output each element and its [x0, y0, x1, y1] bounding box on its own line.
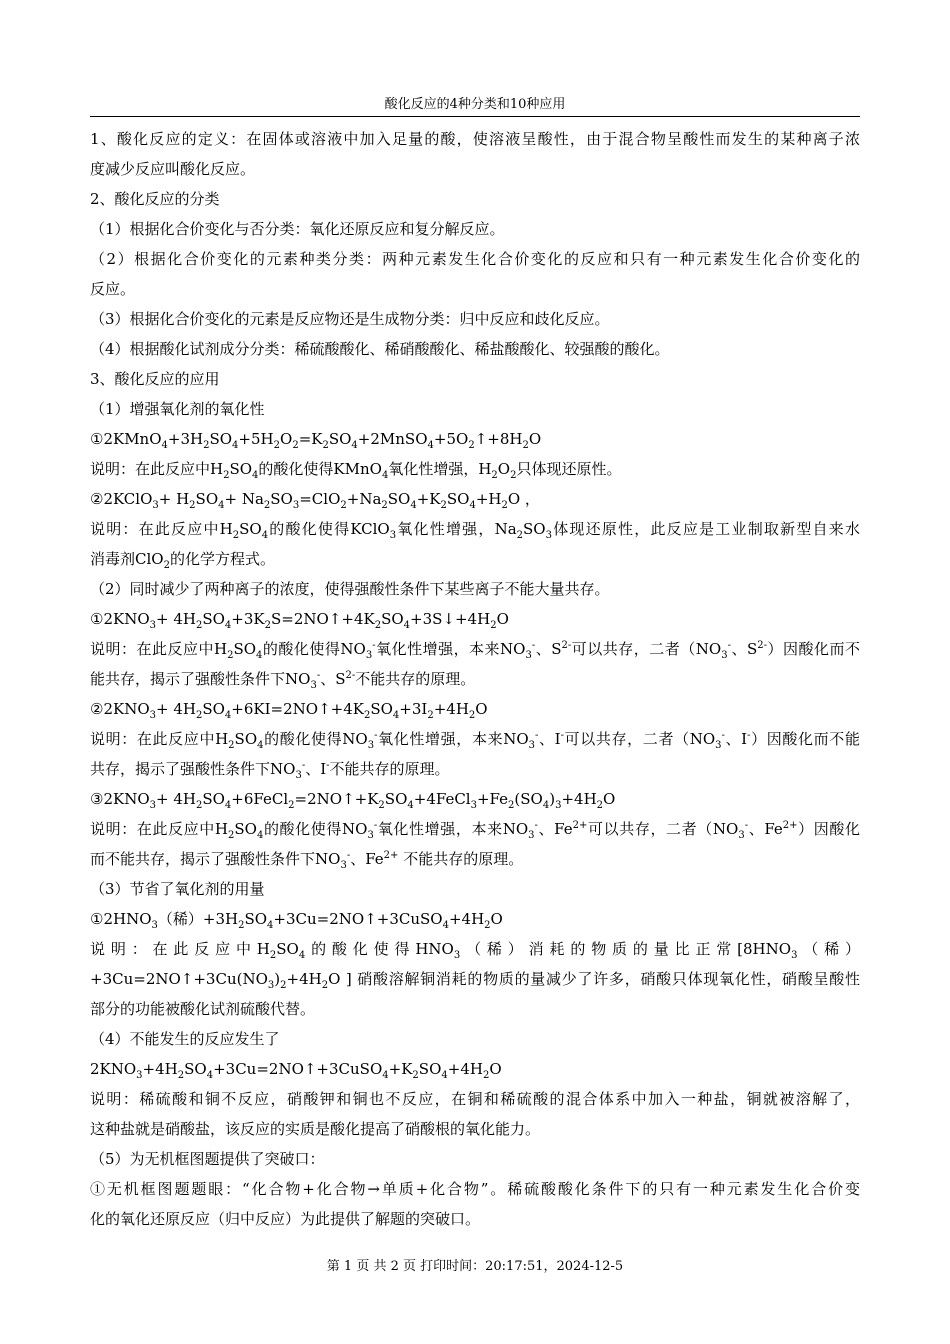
text-run: ）因酸化而不 — [766, 640, 860, 658]
text-run: 说明：在此反应中H — [90, 640, 228, 658]
subscript: 3 — [470, 800, 477, 811]
text-run: 说明：在此反应中H — [90, 820, 228, 838]
subscript: 2 — [412, 1070, 419, 1081]
text-line — [90, 454, 860, 484]
subscript: 4 — [261, 530, 269, 541]
superscript: - — [727, 640, 731, 651]
text-run: ②2KNO — [90, 700, 150, 718]
subscript: 3 — [738, 830, 745, 841]
subscript: 2 — [228, 830, 235, 841]
superscript: - — [747, 730, 751, 741]
text-run: +3Cu=2NO↑+3CuSO — [273, 910, 443, 928]
text-run: （1）增强氧化剂的氧化性 — [90, 400, 265, 418]
subscript: 3 — [525, 650, 532, 661]
subscript: 3 — [367, 740, 375, 751]
text-run: 的化学方程式。 — [169, 550, 275, 568]
subscript: 3 — [367, 830, 374, 841]
text-run: SO — [381, 610, 404, 628]
text-line — [90, 694, 860, 724]
subscript: 4 — [403, 620, 411, 631]
text-run: +5H — [238, 430, 274, 448]
subscript: 2 — [228, 740, 235, 751]
text-run: 共存，揭示了强酸性条件下NO — [90, 760, 296, 778]
subscript: 4 — [256, 650, 263, 661]
text-run: 的酸化使得HNO — [305, 940, 454, 958]
text-line — [90, 934, 860, 964]
text-run: O — [528, 430, 542, 448]
subscript: 3 — [545, 530, 552, 541]
text-run: 、I — [305, 760, 327, 778]
subscript: 4 — [407, 800, 414, 811]
text-line — [90, 1204, 860, 1234]
subscript: 3 — [310, 680, 317, 691]
text-line — [90, 544, 860, 574]
superscript: 2- — [561, 640, 572, 651]
text-run: 说明：稀硫酸和铜不反应，硝酸钾和铜也不反应，在铜和稀硫酸的混合体系中加入一种盐，铜就被溶解了， — [90, 1090, 860, 1108]
text-run: 、I — [724, 730, 748, 748]
text-run: 而不能共存，揭示了强酸性条件下NO — [90, 850, 341, 868]
text-line — [90, 574, 860, 604]
text-run: 氧化性增强，本来NO — [375, 640, 526, 658]
subscript: 4 — [442, 920, 449, 931]
subscript: 2 — [195, 710, 203, 721]
text-run: （3）节省了氧化剂的用量 — [90, 880, 265, 898]
subscript: 2 — [363, 710, 371, 721]
text-run: +4H — [286, 970, 322, 988]
subscript: 3 — [453, 950, 461, 961]
text-run: SO — [184, 1060, 207, 1078]
text-run: 说明：在此反应中H — [90, 730, 229, 748]
text-run: SO — [234, 820, 257, 838]
subscript: 4 — [298, 950, 306, 961]
subscript: 2 — [321, 980, 329, 991]
text-run: (SO — [514, 790, 543, 808]
text-run: =ClO — [299, 490, 341, 508]
text-run: 只体现还原性。 — [516, 460, 622, 478]
text-run: + H — [158, 490, 190, 508]
subscript: 4 — [224, 800, 232, 811]
text-run: +3Cu=2NO↑+3Cu(NO — [90, 970, 268, 988]
superscript: 2+ — [572, 820, 588, 831]
text-run: 、S — [320, 670, 346, 688]
text-run: +Na — [346, 490, 382, 508]
subscript: 2 — [263, 500, 271, 511]
text-run: SO — [387, 490, 411, 508]
subscript: 2 — [378, 800, 385, 811]
subscript: 2 — [468, 440, 475, 451]
text-run: 度减少反应叫酸化反应。 — [90, 160, 256, 178]
text-run: +3S↓+4H — [410, 610, 491, 628]
text-line — [90, 1174, 860, 1204]
subscript: 4 — [410, 500, 417, 511]
text-run: +3Cu=2NO↑+3CuSO — [213, 1060, 383, 1078]
text-run: （稀）消耗的物质的量比正常[8HNO — [460, 940, 792, 958]
subscript: 4 — [224, 710, 232, 721]
text-run: 说明：在此反应中H — [90, 520, 233, 538]
subscript: 2 — [501, 500, 508, 511]
text-line — [90, 754, 860, 784]
superscript: - — [535, 730, 539, 741]
subscript: 3 — [152, 500, 159, 511]
text-run: ) — [274, 970, 281, 988]
subscript: 2 — [232, 530, 240, 541]
footer-text: 第 1 页 共 2 页 打印时间：20:17:51，2024-12-5 — [326, 1259, 624, 1274]
subscript: 3 — [555, 800, 562, 811]
text-run: +Fe — [476, 790, 509, 808]
subscript: 2 — [223, 470, 230, 481]
subscript: 3 — [295, 770, 302, 781]
text-run: +5O — [433, 430, 469, 448]
text-run: ↑+8H — [474, 430, 523, 448]
subscript: 2 — [288, 800, 295, 811]
text-run: SO — [270, 490, 293, 508]
text-run: 可以共存，二者（NO — [571, 640, 722, 658]
text-run: SO — [244, 910, 268, 928]
text-run: ②2KClO — [90, 490, 153, 508]
text-run: SO — [209, 430, 233, 448]
text-run: 可以共存，二者（NO — [587, 820, 739, 838]
text-run: +3K — [231, 610, 265, 628]
text-run: =2NO↑+K — [294, 790, 379, 808]
subscript: 3 — [149, 620, 156, 631]
text-run: + 4H — [156, 610, 196, 628]
text-line — [90, 874, 860, 904]
text-run: SO — [328, 430, 352, 448]
subscript: 3 — [151, 920, 158, 931]
text-run: O — [280, 430, 293, 448]
text-run: （1）根据化合价变化与否分类：氧化还原反应和复分解反应。 — [90, 220, 505, 238]
text-run: （4）根据酸化试剂成分分类：稀硫酸酸化、稀硝酸酸化、稀盐酸酸化、较强酸的酸化。 — [90, 340, 670, 358]
text-run: ) — [549, 790, 556, 808]
text-run: +K — [388, 1060, 413, 1078]
text-run: （3）根据化合价变化的元素是反应物还是生成物分类：归中反应和歧化反应。 — [90, 310, 610, 328]
subscript: 3 — [389, 530, 397, 541]
subscript: 4 — [441, 1070, 448, 1081]
text-run: 的酸化使得NO — [263, 820, 368, 838]
text-run: +2MnSO — [357, 430, 428, 448]
text-run: ③2KNO — [90, 790, 150, 808]
text-run: 体现还原性，此反应是工业制取新型自来水 — [551, 520, 860, 538]
text-run: O ] 硝酸溶解铜消耗的物质的量减少了许多，硝酸只体现氧化性，硝酸呈酸性 — [328, 970, 860, 988]
text-run: 可以共存，二者（NO — [564, 730, 716, 748]
text-line — [90, 724, 860, 754]
document-body — [90, 124, 860, 1234]
subscript: 3 — [292, 500, 300, 511]
text-run: 氧化性增强，本来NO — [377, 820, 529, 838]
text-run: （稀） — [797, 940, 860, 958]
text-line — [90, 664, 860, 694]
text-run: SO — [276, 940, 299, 958]
text-line — [90, 214, 860, 244]
subscript: 4 — [542, 800, 550, 811]
text-line — [90, 904, 860, 934]
text-run: 氧化性增强，本来NO — [377, 730, 529, 748]
text-line — [90, 154, 860, 184]
subscript: 2 — [195, 800, 203, 811]
superscript: - — [372, 640, 376, 651]
text-run: 说明：在此反应中H — [90, 940, 270, 958]
text-run: O — [490, 910, 503, 928]
text-line — [90, 334, 860, 364]
text-run: + Na — [224, 490, 264, 508]
subscript: 2 — [269, 950, 277, 961]
subscript: 4 — [218, 500, 225, 511]
text-run: +4H — [561, 790, 597, 808]
text-run: SO — [202, 610, 225, 628]
subscript: 2 — [490, 620, 497, 631]
text-run: SO — [418, 1060, 442, 1078]
text-run: ①2HNO — [90, 910, 152, 928]
text-run: O — [497, 460, 511, 478]
subscript: 2 — [189, 500, 196, 511]
subscript: 2 — [381, 500, 388, 511]
text-run: ①无机框图题题眼：“化合物+化合物→单质+化合物”。稀硫酸酸化条件下的只有一种元素发生化合价变 — [90, 1180, 860, 1198]
text-line — [90, 244, 860, 274]
superscript: - — [744, 820, 749, 831]
subscript: 2 — [440, 500, 447, 511]
text-run: 的酸化使得NO — [262, 640, 366, 658]
text-run: 2、酸化反应的分类 — [90, 190, 220, 208]
subscript: 3 — [136, 1070, 143, 1081]
subscript: 2 — [322, 440, 329, 451]
text-run: SO — [239, 520, 262, 538]
text-run: +4H — [142, 1060, 178, 1078]
text-run: （4）不能发生的反应发生了 — [90, 1030, 280, 1048]
text-run: +K — [416, 490, 441, 508]
text-line — [90, 184, 860, 214]
text-line — [90, 364, 860, 394]
subscript: 3 — [149, 800, 156, 811]
subscript: 4 — [381, 470, 389, 481]
page-footer — [0, 1258, 950, 1276]
text-run: 不能共存的原理。 — [398, 850, 524, 868]
superscript: - — [560, 730, 564, 741]
text-line — [90, 1024, 860, 1054]
text-run: SO — [202, 790, 225, 808]
subscript: 2 — [273, 440, 280, 451]
subscript: 2 — [163, 560, 170, 571]
subscript: 4 — [469, 500, 476, 511]
subscript: 2 — [491, 470, 498, 481]
superscript: 2+ — [782, 820, 798, 831]
subscript: 4 — [351, 440, 358, 451]
subscript: 2 — [596, 800, 604, 811]
superscript: - — [346, 850, 351, 861]
text-run: ①2KNO — [90, 610, 150, 628]
subscript: 2 — [227, 650, 234, 661]
text-line — [90, 1084, 860, 1114]
subscript: 2 — [340, 500, 347, 511]
text-line — [90, 394, 860, 424]
text-run: SO — [446, 490, 470, 508]
subscript: 4 — [392, 710, 400, 721]
text-run: 的酸化使得KMnO — [258, 460, 382, 478]
text-line — [90, 1054, 860, 1084]
text-run: =K — [298, 430, 323, 448]
text-run: 化的氧化还原反应（归中反应）为此提供了解题的突破口。 — [90, 1210, 481, 1228]
text-run: +4H — [448, 910, 485, 928]
text-run: SO — [370, 700, 393, 718]
text-run: O ， — [507, 490, 540, 508]
subscript: 2 — [292, 440, 299, 451]
text-run: O — [496, 610, 509, 628]
text-run: ①2KMnO — [90, 430, 162, 448]
page-header — [90, 96, 860, 117]
text-line — [90, 274, 860, 304]
text-run: （2）根据化合价变化的元素种类分类：两种元素发生化合价变化的反应和只有一种元素发生化合价变化的 — [90, 250, 860, 268]
superscript: - — [326, 760, 330, 771]
text-line — [90, 844, 860, 874]
subscript: 2 — [195, 620, 203, 631]
superscript: - — [301, 760, 306, 771]
text-run: S=2NO↑+4K — [271, 610, 375, 628]
superscript: - — [374, 730, 378, 741]
text-line — [90, 484, 860, 514]
text-run: + 4H — [156, 790, 196, 808]
superscript: - — [316, 670, 321, 681]
superscript: - — [721, 730, 725, 741]
text-line — [90, 814, 860, 844]
text-run: （稀）+3H — [157, 910, 239, 928]
subscript: 3 — [791, 950, 798, 961]
subscript: 3 — [721, 650, 728, 661]
text-run: 的酸化使得NO — [263, 730, 368, 748]
subscript: 3 — [340, 860, 347, 871]
subscript: 2 — [280, 980, 287, 991]
text-line — [90, 784, 860, 814]
superscript: 2- — [757, 640, 767, 651]
text-run: 能共存，揭示了强酸性条件下NO — [90, 670, 311, 688]
text-run: 、I — [538, 730, 561, 748]
text-line — [90, 994, 860, 1024]
text-run: SO — [233, 640, 257, 658]
subscript: 4 — [256, 830, 264, 841]
subscript: 2 — [522, 440, 529, 451]
text-line — [90, 604, 860, 634]
subscript: 4 — [232, 440, 239, 451]
header-title: 酸化反应的4种分类和10种应用 — [384, 97, 566, 112]
superscript: 2- — [345, 670, 356, 681]
text-line — [90, 964, 860, 994]
subscript: 4 — [252, 470, 259, 481]
subscript: 4 — [382, 1070, 389, 1081]
subscript: 3 — [365, 650, 373, 661]
text-run: 、Fe — [350, 850, 384, 868]
subscript: 4 — [267, 920, 274, 931]
subscript: 4 — [427, 440, 434, 451]
text-run: +6FeCl — [231, 790, 289, 808]
text-line — [90, 424, 860, 454]
text-run: SO — [523, 520, 546, 538]
subscript: 2 — [468, 710, 476, 721]
text-run: SO — [202, 700, 225, 718]
text-run: 不能共存的原理。 — [329, 760, 450, 778]
text-run: + 4H — [156, 700, 196, 718]
subscript: 2 — [177, 1070, 185, 1081]
text-run: 1、酸化反应的定义：在固体或溶液中加入足量的酸，使溶液呈酸性，由于混合物呈酸性而发生的某种离子浓 — [90, 130, 860, 148]
text-run: +3I — [399, 700, 428, 718]
text-run: 3、酸化反应的应用 — [90, 370, 220, 388]
subscript: 2 — [264, 620, 271, 631]
subscript: 3 — [528, 740, 536, 751]
subscript: 3 — [528, 830, 535, 841]
subscript: 3 — [267, 980, 275, 991]
text-run: ）因酸化 — [797, 820, 860, 838]
text-run: 消毒剂ClO — [90, 550, 164, 568]
text-run: 反应。 — [90, 280, 136, 298]
subscript: 4 — [206, 1070, 214, 1081]
text-run: +6KI=2NO↑+4K — [231, 700, 364, 718]
subscript: 2 — [484, 920, 491, 931]
subscript: 4 — [161, 440, 168, 451]
text-run: 部分的功能被酸化试剂硫酸代替。 — [90, 1000, 316, 1018]
text-run: ）因酸化而不能 — [750, 730, 860, 748]
text-run: 说明：在此反应中H — [90, 460, 224, 478]
text-line — [90, 304, 860, 334]
text-run: +4FeCl — [413, 790, 471, 808]
subscript: 2 — [482, 1070, 490, 1081]
subscript: 2 — [238, 920, 245, 931]
superscript: 2+ — [383, 850, 399, 861]
subscript: 2 — [510, 470, 517, 481]
text-run: +4H — [433, 700, 469, 718]
superscript: - — [373, 820, 378, 831]
text-line — [90, 514, 860, 544]
text-run: 这种盐就是硝酸盐，该反应的实质是酸化提高了硝酸根的氧化能力。 — [90, 1120, 541, 1138]
superscript: - — [534, 820, 538, 831]
subscript: 4 — [257, 740, 264, 751]
text-run: O — [603, 790, 616, 808]
subscript: 2 — [427, 710, 434, 721]
text-run: SO — [229, 460, 253, 478]
text-run: （5）为无机框图题提供了突破口： — [90, 1150, 325, 1168]
subscript: 2 — [203, 440, 210, 451]
text-run: 氧化性增强，Na — [396, 520, 517, 538]
text-run: 的酸化使得KClO — [268, 520, 390, 538]
text-line — [90, 1114, 860, 1144]
text-run: SO — [234, 730, 258, 748]
text-line — [90, 124, 860, 154]
text-run: SO — [195, 490, 219, 508]
text-run: +4H — [447, 1060, 483, 1078]
text-run: （2）同时减少了两种离子的浓度，使得强酸性条件下某些离子不能大量共存。 — [90, 580, 610, 598]
subscript: 3 — [149, 710, 156, 721]
text-run: O — [475, 700, 488, 718]
text-run: 氧化性增强，H — [388, 460, 492, 478]
text-run: O — [489, 1060, 502, 1078]
subscript: 2 — [516, 530, 524, 541]
subscript: 2 — [508, 800, 515, 811]
text-run: 不能共存的原理。 — [355, 670, 476, 688]
text-run: 2KNO — [90, 1060, 137, 1078]
subscript: 4 — [224, 620, 232, 631]
text-run: SO — [384, 790, 408, 808]
text-run: +3H — [167, 430, 204, 448]
text-run: 、Fe — [537, 820, 573, 838]
subscript: 3 — [715, 740, 722, 751]
text-run: 、S — [535, 640, 562, 658]
text-run: 、Fe — [748, 820, 783, 838]
text-run: +H — [475, 490, 502, 508]
text-line — [90, 634, 860, 664]
text-run: 、S — [730, 640, 758, 658]
subscript: 2 — [374, 620, 382, 631]
text-line — [90, 1144, 860, 1174]
superscript: - — [531, 640, 536, 651]
